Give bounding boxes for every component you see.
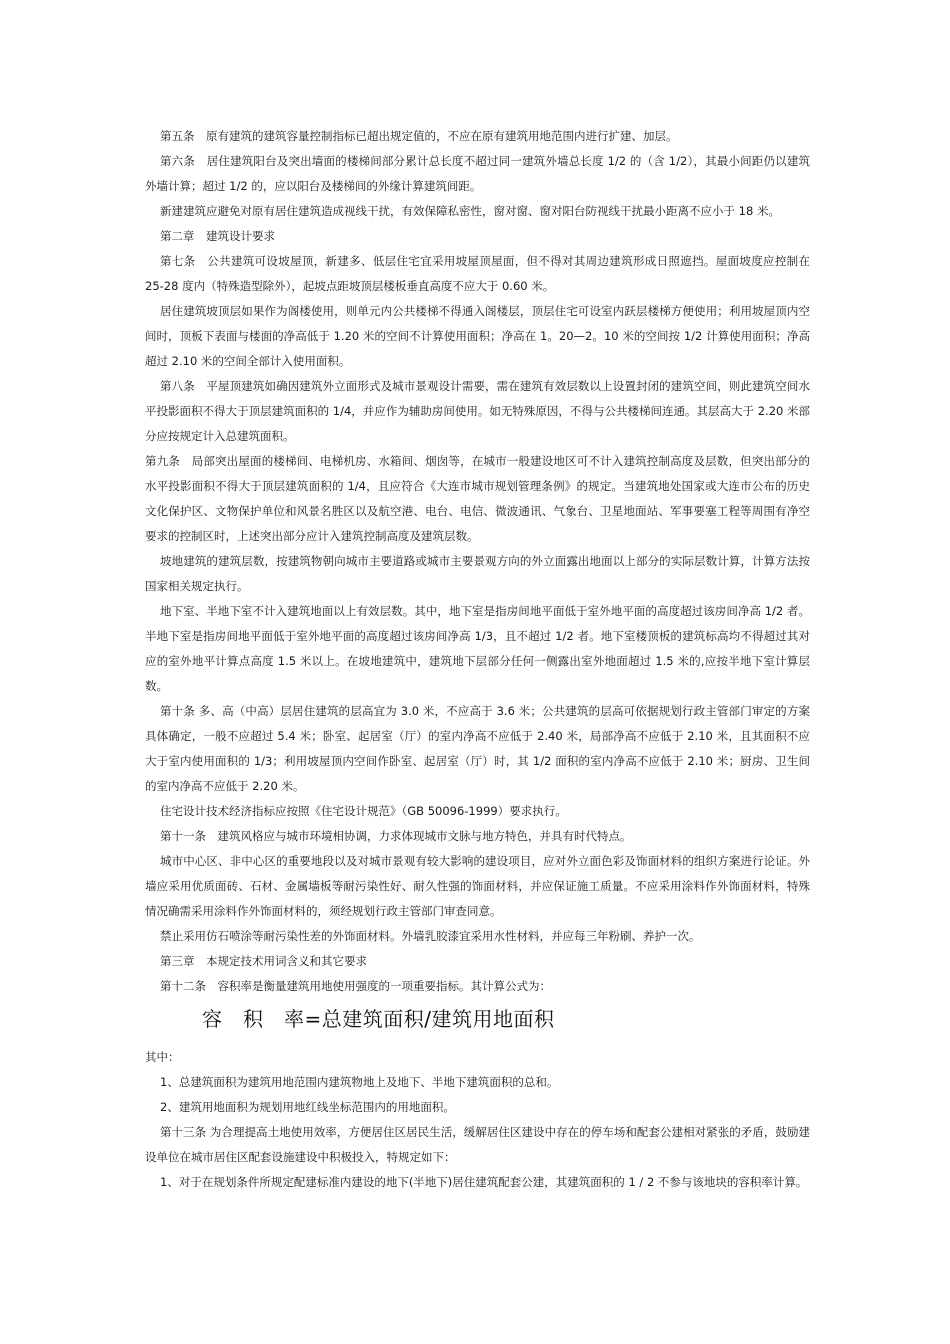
paragraph-paint: 禁止采用仿石喷涂等耐污染性差的外饰面材料。外墙乳胶漆宜采用水性材料，并应每三年粉刷、养护一次。 (160, 929, 701, 943)
chapter-heading-2: 第二章 建筑设计要求 (160, 229, 275, 243)
paragraph-where: 其中： (145, 1050, 180, 1064)
paragraph-article-10: 第十条 多、高（中高）层居住建筑的层高宜为 3.0 米，不应高于 3.6 米；公共建筑的层高可依据规划行政主管部门审定的方案具体确定，一般不应超过 5.4 米；卧室、起居室（厅）的室内净高不应低于 2.40 米，局部净高不应低于 2.10 米，且其面积不应大于室内使用面积的 1/3；利用坡屋顶内空间作卧室、起居室（厅）时，其 1/2 面积的室内净高不应低于 2.10 米；厨房、卫生间的室内净高不应低于 2.20 米。 (145, 704, 810, 793)
paragraph-article-12: 第十二条 容积率是衡量建筑用地使用强度的一项重要指标。其计算公式为： (160, 979, 551, 993)
paragraph-article-6: 第六条 居住建筑阳台及突出墙面的楼梯间部分累计总长度不超过同一建筑外墙总长度 1/2 的（含 1/2），其最小间距仍以建筑外墙计算；超过 1/2 的，应以阳台及楼梯间的外缘计算建筑间距。 (145, 154, 810, 193)
paragraph-article-9: 第九条 局部突出屋面的楼梯间、电梯机房、水箱间、烟囱等，在城市一般建设地区可不计入建筑控制高度及层数，但突出部分的水平投影面积不得大于顶层建筑面积的 1/4，且应符合《大连市城市规划管理条例》的规定。当建筑地处国家或大连市公布的历史文化保护区、文物保护单位和风景名胜区以及航空港、电台、电信、微波通讯、气象台、卫星地面站、军事要塞工程等周围有净空要求的控制区时，上述突出部分应计入建筑控制高度及建筑层数。 (145, 454, 810, 543)
paragraph-article-5: 第五条 原有建筑的建筑容量控制指标已超出规定值的，不应在原有建筑用地范围内进行扩建、加层。 (160, 129, 678, 143)
paragraph-article-11: 第十一条 建筑风格应与城市环境相协调，力求体现城市文脉与地方特色，并具有时代特点。 (160, 829, 632, 843)
paragraph-basement: 地下室、半地下室不计入建筑地面以上有效层数。其中，地下室是指房间地平面低于室外地平面的高度超过该房间净高 1/2 者。半地下室是指房间地平面低于室外地平面的高度超过该房间净高 1/3，且不超过 1/2 者。地下室楼顶板的建筑标高均不得超过其对应的室外地平计算点高度 1.5 米以上。在坡地建筑中，建筑地下层部分任何一侧露出室外地面超过 1.5 米的,应按半地下室计算层数。 (145, 604, 810, 693)
paragraph-group-after-formula (145, 1045, 810, 1195)
paragraph-attic: 居住建筑坡顶层如果作为阁楼使用，则单元内公共楼梯不得通入阁楼层，顶层住宅可设室内跃层楼梯方便使用；利用坡屋顶内空间时，顶板下表面与楼面的净高低于 1.20 米的空间不计算使用面积；净高在 1。20—2。10 米的空间按 1/2 计算使用面积；净高超过 2.10 米的空间全部计入使用面积。 (145, 304, 810, 368)
paragraph-slope-building: 坡地建筑的建筑层数，按建筑物朝向城市主要道路或城市主要景观方向的外立面露出地面以上部分的实际层数计算，计算方法按国家相关规定执行。 (145, 554, 810, 593)
paragraph-article-13: 第十三条 为合理提高土地使用效率，方便居住区居民生活，缓解居住区建设中存在的停车场和配套公建相对紧张的矛盾，鼓励建设单位在城市居住区配套设施建设中积极投入，特规定如下： (145, 1125, 810, 1164)
document-body (145, 124, 810, 1195)
paragraph-design-code: 住宅设计技术经济指标应按照《住宅设计规范》（GB 50096-1999）要求执行。 (160, 804, 567, 818)
paragraph-article-8: 第八条 平屋顶建筑如确因建筑外立面形式及城市景观设计需要，需在建筑有效层数以上设置封闭的建筑空间，则此建筑空间水平投影面积不得大于顶层建筑面积的 1/4，并应作为辅助房间使用。如无特殊原因，不得与公共楼梯间连通。其层高大于 2.20 米部分应按规定计入总建筑面积。 (145, 379, 810, 443)
paragraph-rule-1: 1、对于在规划条件所规定配建标准内建设的地下(半地下)居住建筑配套公建，其建筑面积的 1 / 2 不参与该地块的容积率计算。 (160, 1175, 808, 1189)
paragraph-facade: 城市中心区、非中心区的重要地段以及对城市景观有较大影响的建设项目，应对外立面色彩及饰面材料的组织方案进行论证。外墙应采用优质面砖、石材、金属墙板等耐污染性好、耐久性强的饰面材料，并应保证施工质量。不应采用涂料作外饰面材料，特殊情况确需采用涂料作外饰面材料的，须经规划行政主管部门审查同意。 (145, 854, 810, 918)
chapter-heading-3: 第三章 本规定技术用词含义和其它要求 (160, 954, 367, 968)
paragraph-definition-2: 2、建筑用地面积为规划用地红线坐标范围内的用地面积。 (160, 1100, 455, 1114)
paragraph-article-7: 第七条 公共建筑可设坡屋顶，新建多、低层住宅宜采用坡屋顶屋面，但不得对其周边建筑形成日照遮挡。屋面坡度应控制在 25-28 度内（特殊造型除外），起坡点距坡顶层楼板垂直高度不应大于 0.60 米。 (145, 254, 810, 293)
far-formula: 容 积 率=总建筑面积/建筑用地面积 (202, 1007, 555, 1031)
paragraph-group-before-formula (145, 124, 810, 999)
paragraph-definition-1: 1、总建筑面积为建筑用地范围内建筑物地上及地下、半地下建筑面积的总和。 (160, 1075, 559, 1089)
paragraph-sightline: 新建建筑应避免对原有居住建筑造成视线干扰，有效保障私密性，窗对窗、窗对阳台防视线干扰最小距离不应小于 18 米。 (160, 204, 780, 218)
